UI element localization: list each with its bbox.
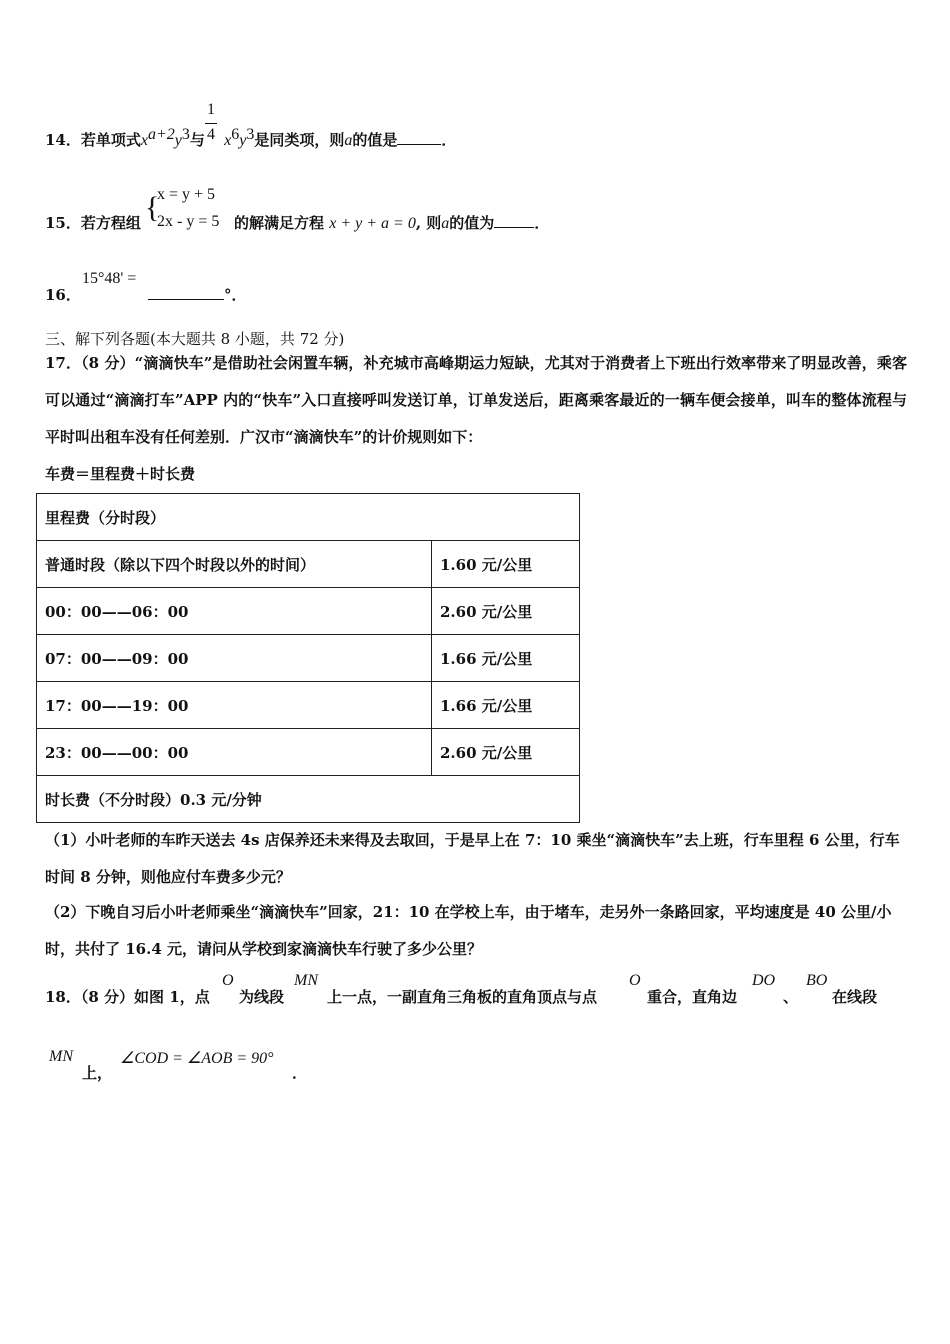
- table-row: [37, 588, 580, 635]
- q18-number: 18．: [45, 988, 81, 1006]
- q17-text: （8 分）“滴滴快车”是借助社会闲置车辆，补充城市高峰期运力短缺，尤其对于消费者上下班出行效率带来了明显改善，乘客可以通过“滴滴打车”APP 内的“快车”入口直接呼叫发送订单，订单发送后，距离乘客最近的一辆车便会接单，叫车的整体流程与平时叫出租车没有任何差别．广汉市“滴滴快车”的计价规则如下：: [45, 354, 908, 446]
- question-14: [45, 126, 456, 150]
- table-footer-cell: 时长费（不分时段）0.3 元/分钟: [37, 776, 580, 823]
- table-footer-row: [37, 776, 580, 823]
- q14-conj: 与: [189, 131, 205, 149]
- q14-tail: 是同类项，则: [254, 131, 345, 149]
- q14-var: a: [344, 132, 353, 149]
- q14-tail2: 的值是: [352, 131, 398, 149]
- q18-segment-mn: MN: [294, 972, 318, 989]
- q18-end: ．: [292, 1064, 308, 1082]
- q16-expression: 15°48' =: [82, 270, 137, 287]
- q15-tail2: 的值为: [449, 214, 495, 232]
- q16-end: °．: [224, 286, 247, 304]
- q18-p3: 上一点，一副直角三角板的直角顶点与点: [327, 988, 598, 1006]
- q14-fraction-bar: [205, 123, 217, 124]
- table-header-cell: 里程费（分时段）: [37, 494, 580, 541]
- q18-edge-do: DO: [752, 972, 776, 989]
- q18-p2: 为线段: [239, 988, 285, 1006]
- table-row: [37, 682, 580, 729]
- q14-term1-exp-x: a+2: [148, 126, 175, 143]
- q18-p5: 在线段: [832, 988, 878, 1006]
- q18-point-o: O: [222, 972, 234, 989]
- table-cell-price: 2.60 元/公里: [432, 588, 580, 635]
- table-cell-period: 普通时段（除以下四个时段以外的时间）: [37, 541, 432, 588]
- table-header-row: [37, 494, 580, 541]
- q17-sub2: （2）下晚自习后小叶老师乘坐“滴滴快车”回家，21：10 在学校上车，由于堵车，走另外一条路回家，平均速度是 40 公里/小时，共付了 16.4 元，请问从学校到家滴滴快车行驶了多少公里？: [45, 903, 892, 958]
- q14-term1-x: x: [140, 132, 148, 149]
- q15-end: ．: [534, 214, 550, 232]
- q18-edge-bo: BO: [806, 972, 828, 989]
- q14-term1-y: y: [174, 132, 182, 149]
- q15-eq1: x = y + 5: [157, 186, 216, 203]
- q16-number: 16．: [45, 286, 81, 304]
- table-cell-period: 07：00——09：00: [37, 635, 432, 682]
- q15-mid: 的解满足方程: [234, 214, 325, 232]
- q14-term2-y: y: [239, 132, 247, 149]
- q18-line-1: [45, 986, 210, 1007]
- q18-point-o2: O: [629, 972, 641, 989]
- table-row: [37, 635, 580, 682]
- q16-answer-blank: [148, 285, 224, 300]
- q15-brace: {: [145, 191, 160, 224]
- table-cell-period: 00：00——06：00: [37, 588, 432, 635]
- q15-continuation: [234, 212, 549, 233]
- table-row: [37, 541, 580, 588]
- question-15: [45, 212, 141, 233]
- table-cell-price: 1.66 元/公里: [432, 682, 580, 729]
- q17-number: 17．: [45, 354, 82, 372]
- table-cell-price: 2.60 元/公里: [432, 729, 580, 776]
- q17-formula: 车费＝里程费＋时长费: [45, 465, 196, 483]
- q16-answer-line: [148, 284, 247, 305]
- q14-term2-exp-x: 6: [231, 126, 240, 143]
- q15-answer-blank: [494, 213, 534, 228]
- q15-number: 15．: [45, 214, 81, 232]
- q15-intro: 若方程组: [80, 214, 141, 232]
- table-cell-period: 17：00——19：00: [37, 682, 432, 729]
- q14-term2-x: x: [224, 132, 232, 149]
- q17-sub1: （1）小叶老师的车昨天送去 4s 店保养还未来得及去取回，于是早上在 7：10 乘坐“滴滴快车”去上班，行车里程 6 公里，行车时间 8 分钟，则他应付车费多少元？: [45, 831, 900, 886]
- q14-intro: 若单项式: [80, 131, 141, 149]
- q18-p6: 上，: [82, 1064, 113, 1082]
- table-cell-price: 1.66 元/公里: [432, 635, 580, 682]
- fare-table: [36, 493, 580, 823]
- q14-answer-blank: [397, 130, 441, 145]
- q14-fraction-numerator: 1: [207, 101, 215, 118]
- q18-segment-mn2: MN: [49, 1048, 73, 1065]
- table-cell-price: 1.60 元/公里: [432, 541, 580, 588]
- q14-fraction-denominator: 4: [207, 126, 215, 143]
- q14-number: 14．: [45, 131, 81, 149]
- question-17: [45, 345, 907, 456]
- q15-eq3: x + y + a = 0: [329, 215, 416, 232]
- q15-tail: , 则: [415, 214, 442, 232]
- q14-term1-exp-y: 3: [181, 126, 190, 143]
- table-cell-period: 23：00——00：00: [37, 729, 432, 776]
- q15-eq2: 2x - y = 5: [157, 213, 220, 230]
- table-row: [37, 729, 580, 776]
- q14-term2-exp-y: 3: [246, 126, 255, 143]
- q18-p4: 重合，直角边: [647, 988, 738, 1006]
- q15-var: a: [441, 215, 450, 232]
- q18-sep: 、: [783, 988, 799, 1006]
- section-3-title: 三、解下列各题(本大题共 8 小题，共 72 分): [45, 330, 345, 348]
- q14-end: ．: [441, 131, 457, 149]
- q18-angle: ∠COD = ∠AOB = 90°: [120, 1050, 274, 1067]
- q18-p1: （8 分）如图 1，点: [80, 988, 210, 1006]
